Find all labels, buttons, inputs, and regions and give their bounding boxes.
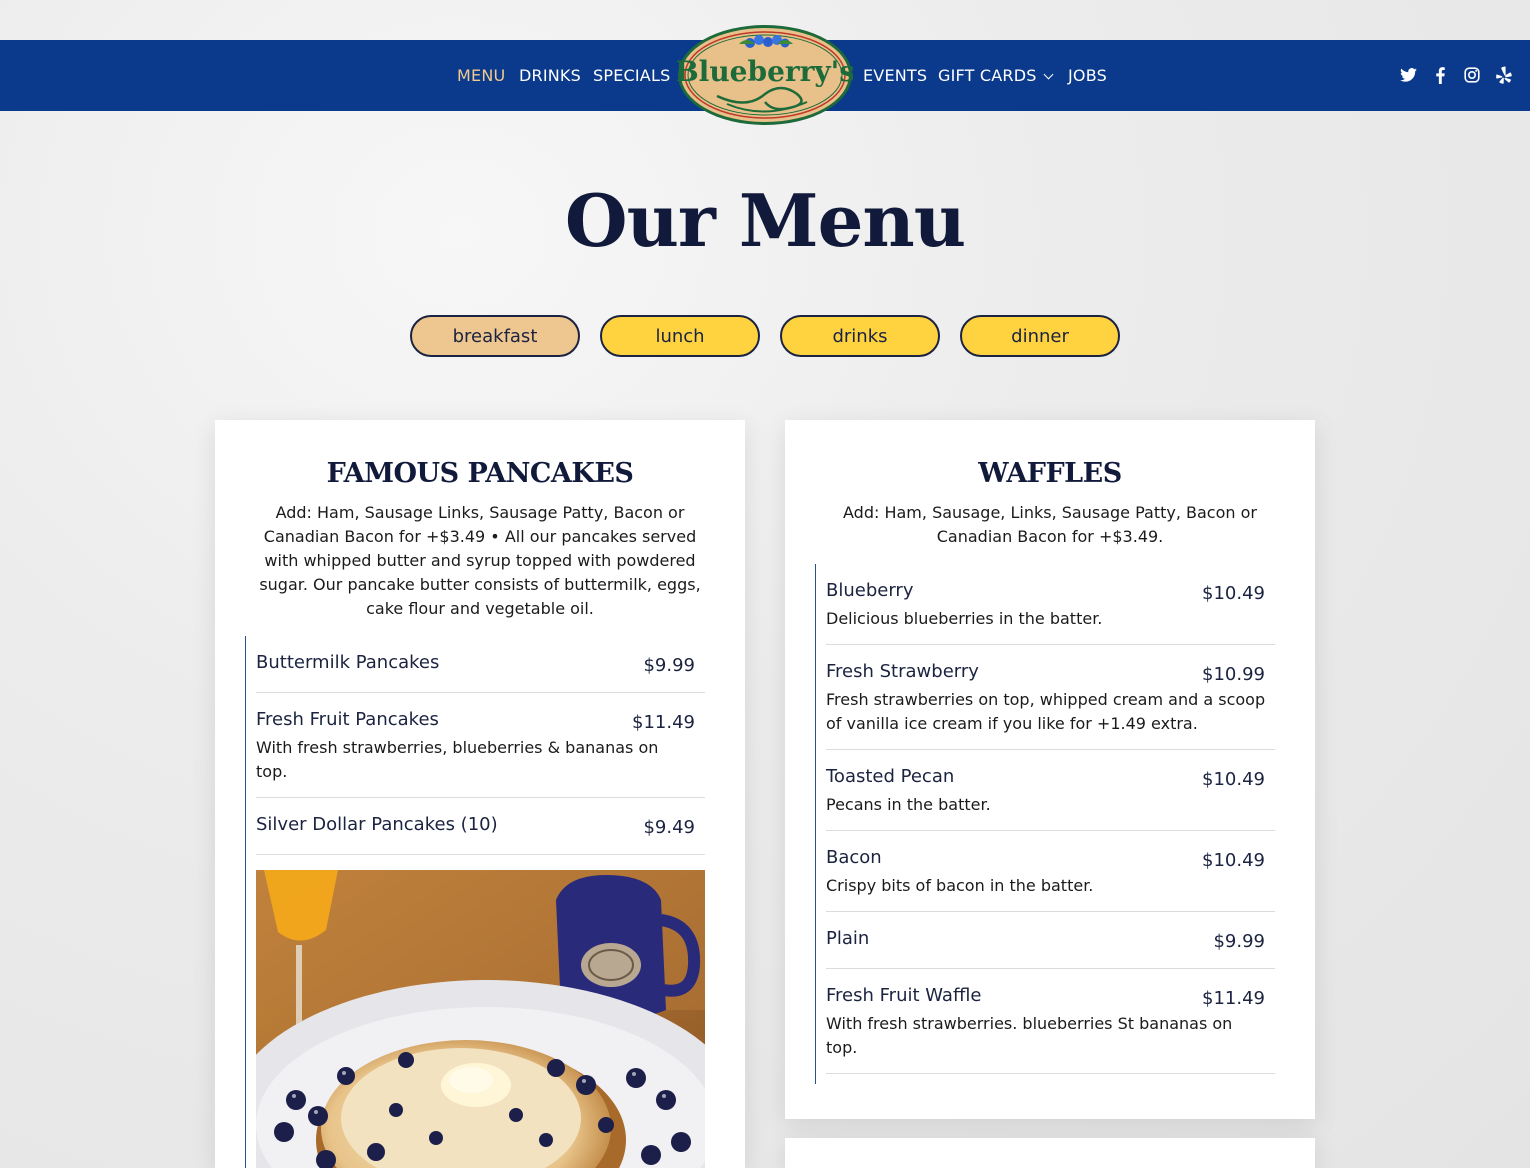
instagram-icon[interactable]	[1462, 63, 1482, 87]
menu-item	[256, 707, 705, 798]
nav-specials[interactable]: SPECIALS	[593, 66, 671, 85]
menu-item-price: $11.49	[1202, 988, 1265, 1009]
waffles-divider	[815, 564, 816, 1084]
menu-item-description: With fresh strawberries. blueberries St bananas on top.	[826, 1014, 1233, 1057]
yelp-icon[interactable]	[1494, 63, 1514, 87]
nav-gift-cards[interactable]	[938, 40, 1052, 111]
tab-lunch[interactable]: lunch	[600, 315, 760, 357]
menu-item	[826, 659, 1275, 750]
menu-item	[256, 812, 705, 855]
menu-item	[826, 578, 1275, 645]
menu-item-name: Fresh Fruit Pancakes	[256, 709, 439, 730]
pancakes-description: Add: Ham, Sausage Links, Sausage Patty, Bacon or Canadian Bacon for +$3.49 • All our pancakes served with whipped butter and syrup topped with powdered sugar. Our pancake butter consists of buttermilk, eggs, cake flour and vegetable oil.	[259, 503, 701, 618]
menu-item	[826, 845, 1275, 912]
facebook-icon[interactable]	[1430, 63, 1450, 87]
menu-item	[826, 983, 1275, 1074]
nav-gift-cards-label: GIFT CARDS	[938, 66, 1037, 85]
menu-item-price: $9.49	[643, 817, 695, 838]
logo-wordmark: Blueberry's	[677, 55, 853, 88]
menu-item-name: Toasted Pecan	[826, 766, 955, 787]
menu-item-name: Fresh Strawberry	[826, 661, 979, 682]
menu-item-name: Plain	[826, 928, 870, 949]
waffles-description: Add: Ham, Sausage, Links, Sausage Patty, Bacon or Canadian Bacon for +$3.49.	[843, 503, 1257, 546]
menu-item-description: Delicious blueberries in the batter.	[826, 609, 1103, 628]
menu-item-name: Silver Dollar Pancakes (10)	[256, 814, 498, 835]
menu-item-name: Blueberry	[826, 580, 914, 601]
menu-item-name: Fresh Fruit Waffle	[826, 985, 982, 1006]
next-menu-card	[785, 1138, 1315, 1168]
menu-item-price: $11.49	[632, 712, 695, 733]
menu-item-price: $9.99	[1213, 931, 1265, 952]
menu-item-description: With fresh strawberries, blueberries & bananas on top.	[256, 738, 659, 781]
menu-item-price: $9.99	[643, 655, 695, 676]
chevron-down-icon	[1043, 70, 1053, 80]
pancakes-photo	[256, 870, 705, 1168]
twitter-icon[interactable]	[1398, 63, 1418, 87]
menu-item	[826, 926, 1275, 969]
menu-item-price: $10.49	[1202, 850, 1265, 871]
menu-item	[256, 650, 705, 693]
menu-item-price: $10.99	[1202, 664, 1265, 685]
page-title: Our Menu	[564, 178, 966, 263]
pancakes-divider	[245, 636, 246, 1168]
nav-drinks[interactable]: DRINKS	[519, 66, 581, 85]
menu-item-price: $10.49	[1202, 583, 1265, 604]
menu-item-description: Crispy bits of bacon in the batter.	[826, 876, 1094, 895]
menu-item	[826, 764, 1275, 831]
menu-item-description: Pecans in the batter.	[826, 795, 991, 814]
menu-item-name: Bacon	[826, 847, 882, 868]
menu-item-description: Fresh strawberries on top, whipped cream and a scoop of vanilla ice cream if you like for +1.49 extra.	[826, 690, 1266, 733]
nav-events[interactable]: EVENTS	[863, 66, 928, 85]
menu-item-name: Buttermilk Pancakes	[256, 652, 440, 673]
tab-dinner[interactable]: dinner	[960, 315, 1120, 357]
tab-drinks[interactable]: drinks	[780, 315, 940, 357]
nav-menu[interactable]: MENU	[457, 66, 506, 85]
blueberrys-logo[interactable]	[677, 24, 853, 126]
waffles-title: WAFFLES	[978, 458, 1122, 489]
nav-jobs[interactable]: JOBS	[1068, 66, 1107, 85]
menu-item-price: $10.49	[1202, 769, 1265, 790]
tab-breakfast[interactable]: breakfast	[410, 315, 580, 357]
pancakes-title: FAMOUS PANCAKES	[326, 458, 634, 489]
